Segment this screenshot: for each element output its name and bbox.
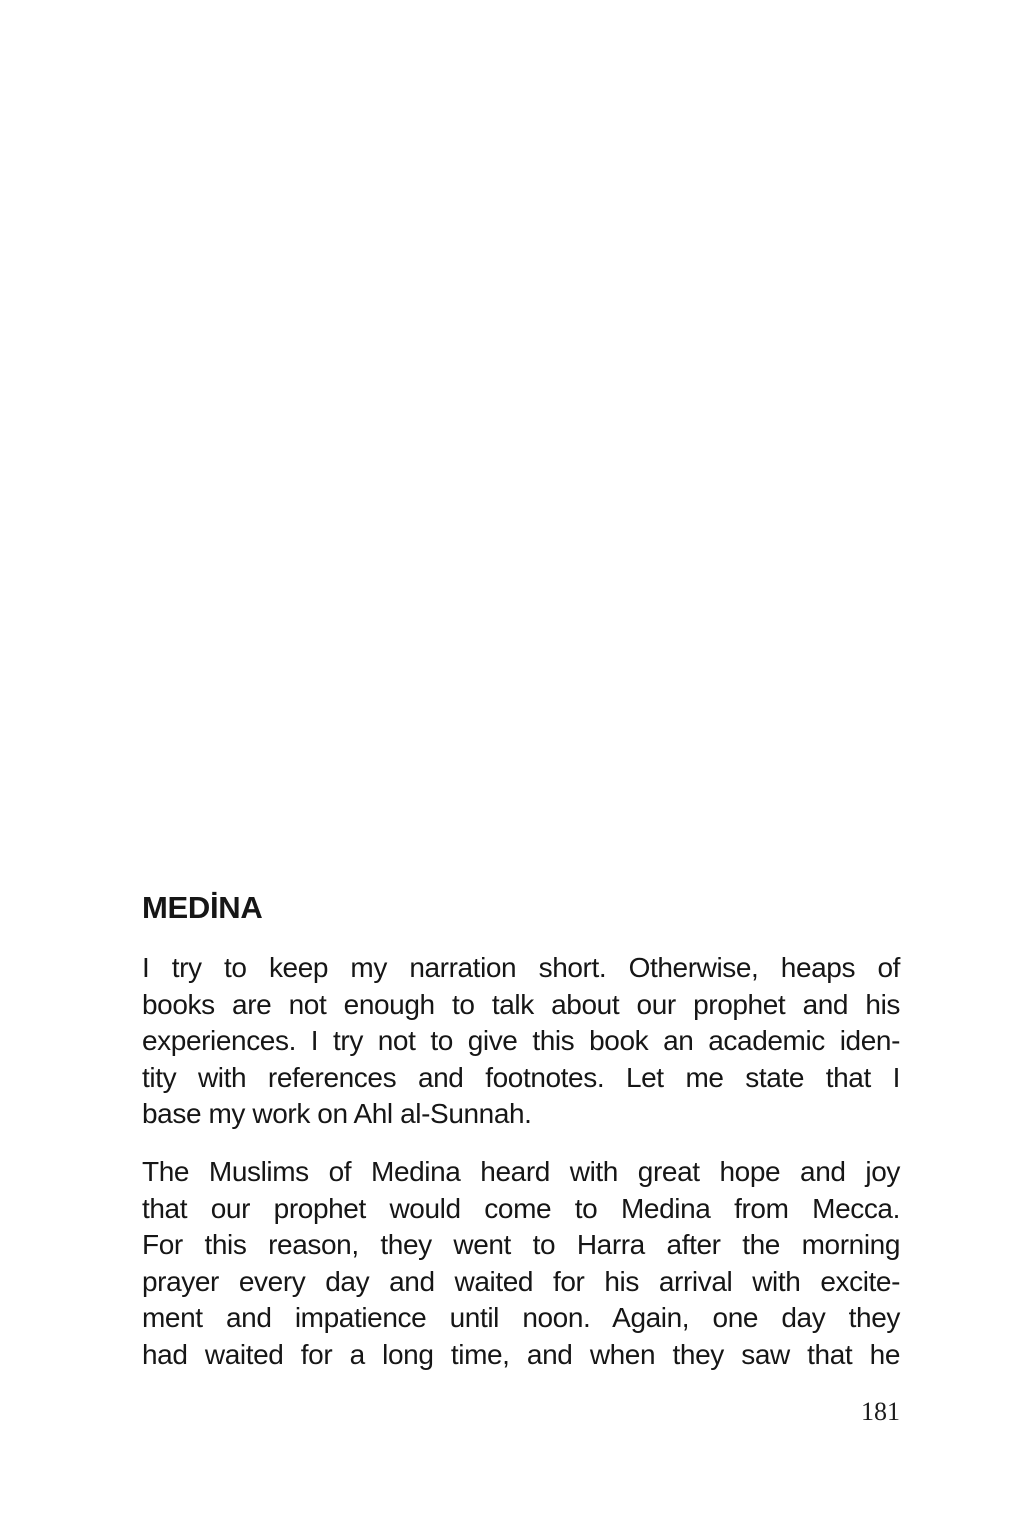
text-block bbox=[142, 890, 900, 1374]
text-line: that our prophet would come to Medina from Mecca. bbox=[142, 1192, 900, 1224]
text-line: prayer every day and waited for his arrival with excite- bbox=[142, 1265, 900, 1297]
text-line: had waited for a long time, and when they saw that he bbox=[142, 1338, 900, 1370]
text-line: tity with references and footnotes. Let me state that I bbox=[142, 1061, 900, 1093]
text-line: experiences. I try not to give this book an academic iden- bbox=[142, 1025, 900, 1057]
text-line: I try to keep my narration short. Otherwise, heaps of bbox=[142, 952, 900, 983]
paragraph bbox=[142, 950, 900, 1133]
text-line: ment and impatience until noon. Again, one day they bbox=[142, 1302, 900, 1334]
body-text bbox=[142, 950, 900, 1374]
text-line: For this reason, they went to Harra after the morning bbox=[142, 1229, 900, 1261]
text-line: books are not enough to talk about our prophet and his bbox=[142, 988, 900, 1020]
chapter-heading: MEDİNA bbox=[142, 890, 263, 925]
text-line: The Muslims of Medina heard with great hope and joy bbox=[142, 1155, 900, 1187]
page-number: 181 bbox=[861, 1397, 900, 1426]
paragraph bbox=[142, 1154, 900, 1374]
text-line: base my work on Ahl al-Sunnah. bbox=[142, 1098, 532, 1130]
